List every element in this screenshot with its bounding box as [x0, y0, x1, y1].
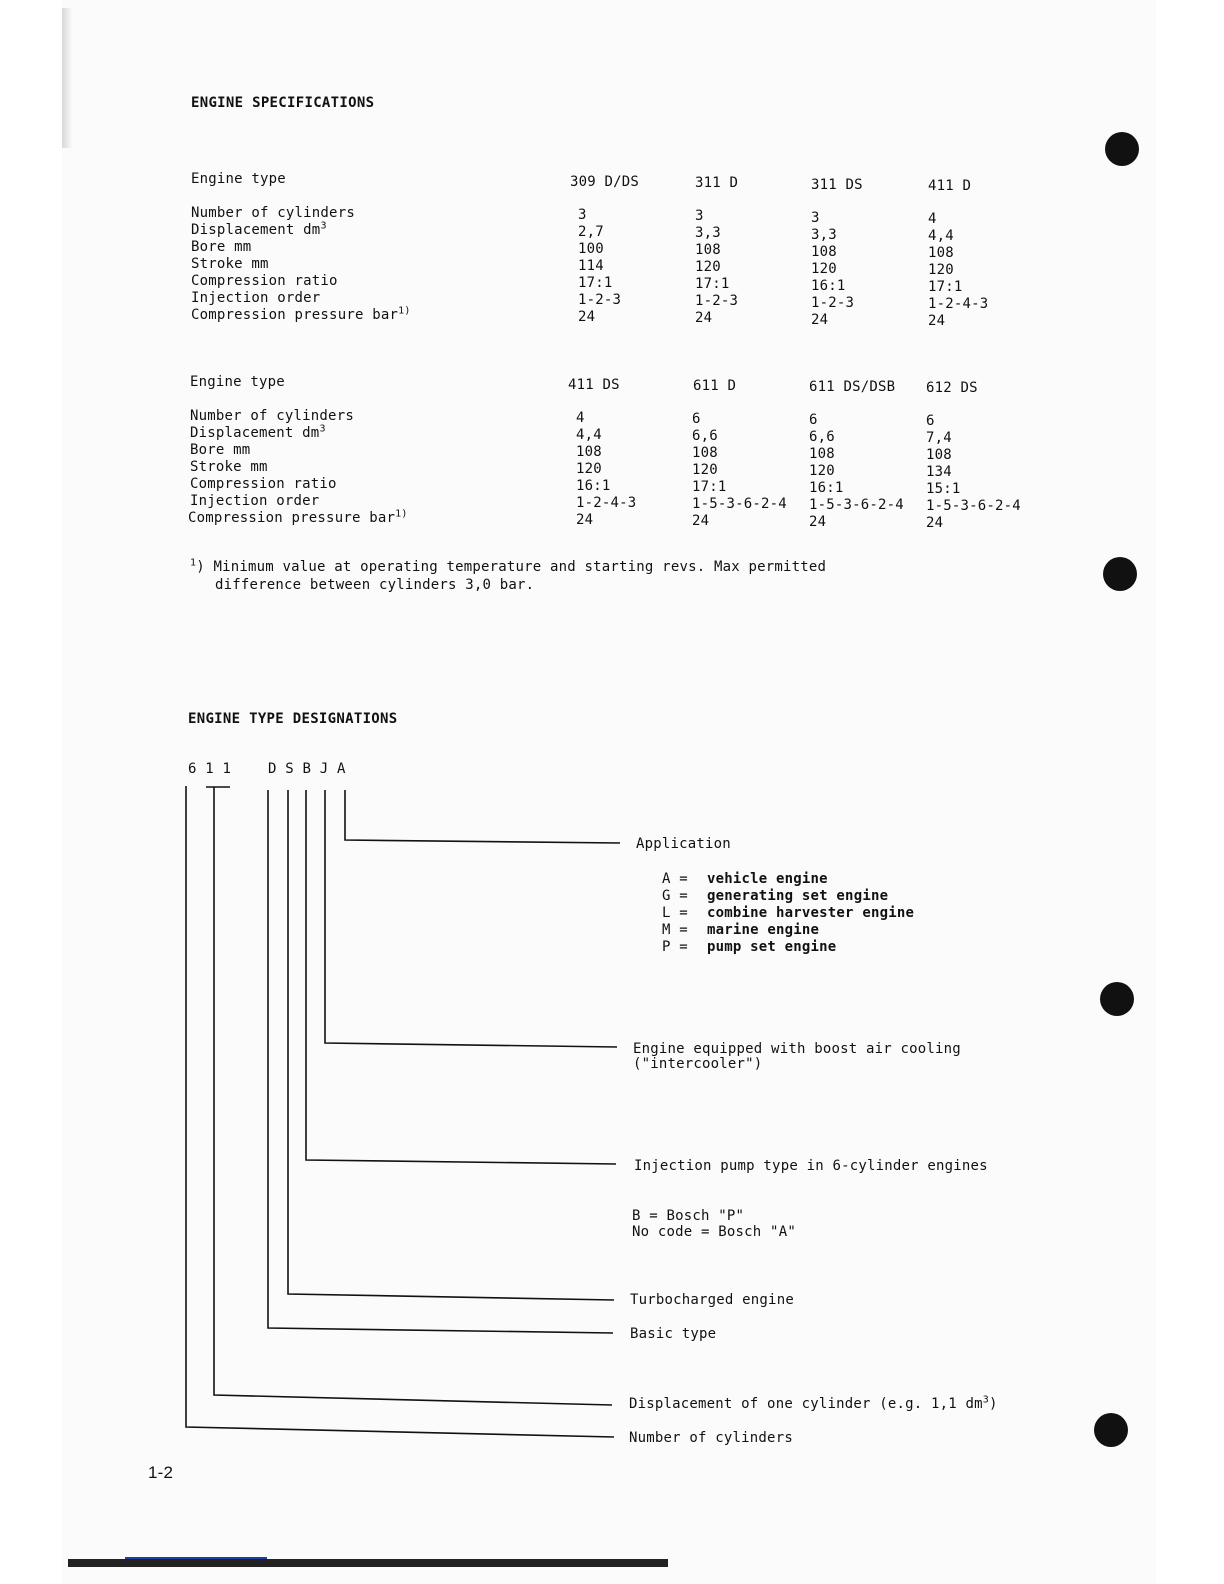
table-cell: 6,6	[692, 428, 718, 444]
designations-title: ENGINE TYPE DESIGNATIONS	[188, 711, 398, 727]
basic-label: Basic type	[630, 1326, 717, 1342]
table-cell: 3,3	[811, 227, 837, 243]
row-label: Bore mm	[190, 442, 251, 458]
leader-displacement	[214, 787, 612, 1405]
table-cell: 16:1	[809, 480, 844, 496]
row-label: Compression ratio	[191, 273, 338, 289]
turbo-label: Turbocharged engine	[630, 1292, 794, 1308]
row-label-text: Displacement dm	[190, 425, 320, 441]
table-cell: 134	[926, 464, 952, 480]
row-label-text: Compression pressure bar	[191, 307, 399, 323]
leader-basic	[268, 790, 613, 1333]
table-cell: 3	[695, 208, 704, 224]
boost-line1: Engine equipped with boost air cooling	[633, 1041, 961, 1057]
table-cell: 24	[928, 313, 946, 329]
application-text: generating set engine	[707, 888, 889, 904]
table2-col-header: 411 DS	[568, 377, 620, 393]
table-cell: 1-2-3	[811, 295, 855, 311]
row-label: Bore mm	[191, 239, 252, 255]
application-code: M =	[662, 922, 688, 938]
table-cell: 6	[809, 412, 818, 428]
pump-bosch-a: No code = Bosch "A"	[632, 1224, 796, 1240]
table-cell: 120	[928, 262, 954, 278]
table-cell: 16:1	[811, 278, 846, 294]
application-text: combine harvester engine	[707, 905, 915, 921]
table-cell: 100	[578, 241, 604, 257]
table1-col-header: 311 D	[695, 175, 739, 191]
table-cell: 1-2-4-3	[576, 495, 637, 511]
table-cell: 16:1	[576, 478, 611, 494]
table-cell: 17:1	[692, 479, 727, 495]
table-cell: 3	[578, 207, 587, 223]
row-label: Injection order	[191, 290, 321, 306]
table-cell: 3	[811, 210, 820, 226]
table1-col-header: 411 D	[928, 178, 972, 194]
row-label: Number of cylinders	[191, 205, 355, 221]
footnote-marker: 1	[190, 557, 197, 569]
table-cell: 7,4	[926, 430, 952, 446]
table-cell: 108	[692, 445, 718, 461]
row-label: Stroke mm	[190, 459, 268, 475]
table-cell: 24	[695, 310, 713, 326]
table-cell: 24	[576, 512, 594, 528]
specs-title: ENGINE SPECIFICATIONS	[191, 95, 375, 111]
table-cell: 1-2-3	[578, 292, 622, 308]
table-cell: 120	[576, 461, 602, 477]
table2-col-header: 612 DS	[926, 380, 978, 396]
row-label-text: Compression pressure bar	[188, 510, 396, 526]
superscript: 3	[320, 220, 327, 232]
leader-pump	[306, 790, 616, 1164]
scan-edge-mark	[125, 1557, 267, 1559]
table-cell: 6	[692, 411, 701, 427]
table-cell: 1-5-3-6-2-4	[926, 498, 1021, 514]
row-label: Number of cylinders	[190, 408, 354, 424]
table-cell: 24	[692, 513, 710, 529]
superscript: 1)	[395, 508, 408, 520]
table-cell: 120	[695, 259, 721, 275]
table-cell: 24	[811, 312, 829, 328]
leader-application	[345, 790, 620, 843]
pump-bosch-p: B = Bosch "P"	[632, 1208, 745, 1224]
cylinders-label: Number of cylinders	[629, 1430, 793, 1446]
application-text: pump set engine	[707, 939, 837, 955]
application-text: vehicle engine	[707, 871, 828, 887]
page-number: 1-2	[148, 1463, 174, 1482]
application-code: P =	[662, 939, 688, 955]
superscript: 3	[319, 423, 326, 435]
row-label-text: Displacement dm	[191, 222, 321, 238]
code-digits: 6 1 1	[188, 761, 232, 777]
table-cell: 4	[576, 410, 585, 426]
table-cell: 24	[926, 515, 944, 531]
row-label: Stroke mm	[191, 256, 269, 272]
table-cell: 108	[926, 447, 952, 463]
table-cell: 2,7	[578, 224, 604, 240]
pump-title: Injection pump type in 6-cylinder engines	[634, 1158, 988, 1174]
table-cell: 17:1	[928, 279, 963, 295]
table-cell: 108	[811, 244, 837, 260]
table-cell: 1-2-3	[695, 293, 739, 309]
application-code: A =	[662, 871, 688, 887]
application-code: L =	[662, 905, 688, 921]
application-code: G =	[662, 888, 688, 904]
boost-line2: ("intercooler")	[633, 1056, 763, 1072]
footnote-line1: ) Minimum value at operating temperature and starting revs. Max permitted	[196, 559, 827, 575]
displacement-close: )	[989, 1396, 998, 1412]
table-cell: 24	[578, 309, 596, 325]
table-cell: 17:1	[695, 276, 730, 292]
table2-col-header: 611 DS/DSB	[809, 379, 896, 395]
table-cell: 108	[928, 245, 954, 261]
row-label: Injection order	[190, 493, 320, 509]
table-cell: 108	[695, 242, 721, 258]
table-cell: 120	[809, 463, 835, 479]
table-cell: 6,6	[809, 429, 835, 445]
table1-col-header: 311 DS	[811, 177, 863, 193]
footnote-line2: difference between cylinders 3,0 bar.	[215, 577, 535, 593]
code-letters: D S B J A	[268, 761, 346, 777]
table-cell: 3,3	[695, 225, 721, 241]
table-cell: 1-5-3-6-2-4	[809, 497, 904, 513]
table-cell: 4,4	[576, 427, 602, 443]
table-cell: 114	[578, 258, 604, 274]
application-title: Application	[636, 836, 731, 852]
leader-cylinders	[186, 786, 614, 1437]
application-text: marine engine	[707, 922, 820, 938]
table-cell: 108	[576, 444, 602, 460]
displacement-label	[629, 1396, 998, 1413]
table1-label-header: Engine type	[191, 171, 286, 187]
table-cell: 4	[928, 211, 937, 227]
table-cell: 120	[811, 261, 837, 277]
table-cell: 15:1	[926, 481, 961, 497]
table2-label-header: Engine type	[190, 374, 285, 390]
leader-boost	[325, 790, 617, 1047]
superscript: 1)	[398, 305, 411, 317]
superscript: 3	[982, 1394, 990, 1406]
table-cell: 1-2-4-3	[928, 296, 989, 312]
table-cell: 108	[809, 446, 835, 462]
table2-col-header: 611 D	[693, 378, 737, 394]
table-cell: 4,4	[928, 228, 954, 244]
table-cell: 17:1	[578, 275, 613, 291]
table1-col-header: 309 D/DS	[570, 174, 640, 190]
scan-edge-bar	[68, 1559, 668, 1567]
table-cell: 6	[926, 413, 935, 429]
table-cell: 120	[692, 462, 718, 478]
displacement-text: Displacement of one cylinder (e.g. 1,1 dm	[629, 1396, 983, 1412]
row-label: Compression ratio	[190, 476, 337, 492]
table-cell: 24	[809, 514, 827, 530]
table-cell: 1-5-3-6-2-4	[692, 496, 787, 512]
